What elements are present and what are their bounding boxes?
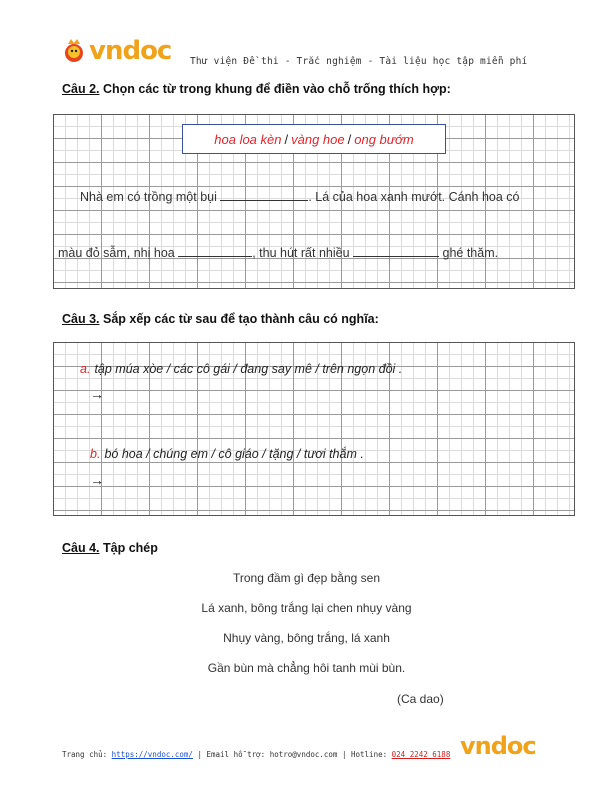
line2-part-b: , thu hút rất nhiều — [252, 246, 350, 260]
q2-number: Câu 2. — [62, 82, 100, 96]
poem-line: Trong đầm gì đẹp bằng sen — [233, 571, 380, 585]
tagline: Thư viện Đề thi - Trắc nghiệm - Tài liệu học tập miễn phí — [190, 56, 528, 67]
item-label: a. — [80, 362, 91, 376]
answer-arrow-icon: → — [90, 386, 104, 402]
poem-line: Gần bùn mà chẳng hôi tanh mùi bùn. — [207, 661, 406, 675]
item-text: tập múa xòe / các cô gái / đang say mê / trên ngọn đồi . — [94, 362, 403, 376]
word-box — [182, 124, 446, 154]
line2-part-a: màu đỏ sẫm, nhị hoa — [58, 246, 175, 260]
footer-hotline[interactable]: 024 2242 6188 — [391, 750, 451, 759]
fill-blank[interactable] — [178, 246, 252, 257]
answer-arrow-icon: → — [90, 472, 104, 488]
q4-title — [62, 541, 158, 555]
word-2: vàng hoe — [291, 131, 345, 147]
footer-home-link[interactable]: https://vndoc.com/ — [111, 750, 193, 759]
mascot-icon — [62, 38, 86, 64]
q4-prompt: Tập chép — [103, 541, 158, 555]
fill-blank[interactable] — [220, 190, 308, 201]
line2-part-c: ghé thăm. — [442, 246, 499, 260]
q3-number: Câu 3. — [62, 312, 100, 326]
logo-text: vndoc — [89, 36, 172, 66]
q2-line-1 — [80, 190, 520, 204]
q3-title — [62, 312, 379, 326]
line1-part-b: . Lá của hoa xanh mướt. Cánh hoa có — [308, 190, 520, 204]
poem-line: Lá xanh, bông trắng lại chen nhụy vàng — [201, 601, 412, 615]
item-label: b. — [90, 447, 101, 461]
poem-line: Nhụy vàng, bông trắng, lá xanh — [223, 631, 390, 645]
q2-title — [62, 82, 451, 96]
footer — [62, 750, 450, 759]
fill-blank[interactable] — [353, 246, 439, 257]
brand-logo[interactable] — [62, 36, 171, 66]
line1-part-a: Nhà em có trồng một bụi — [80, 190, 217, 204]
word-separator: / — [347, 131, 352, 147]
q2-prompt: Chọn các từ trong khung để điền vào chỗ trống thích hợp: — [103, 82, 451, 96]
q3-item-b — [90, 447, 364, 461]
poem-source: (Ca dao) — [397, 692, 444, 706]
q3-item-a — [80, 362, 402, 376]
footer-email: | Email hỗ trợ: hotro@vndoc.com | Hotline: — [197, 750, 388, 759]
footer-home-label: Trang chủ: — [62, 750, 108, 759]
word-3: ong bướm — [354, 131, 414, 147]
q2-line-2 — [58, 246, 498, 260]
word-1: hoa loa kèn — [214, 131, 282, 147]
item-text: bó hoa / chúng em / cô giáo / tặng / tươi thắm . — [104, 447, 364, 461]
word-separator: / — [284, 131, 289, 147]
footer-logo[interactable]: vndoc — [460, 732, 536, 760]
q3-prompt: Sắp xếp các từ sau để tạo thành câu có nghĩa: — [103, 312, 379, 326]
q4-number: Câu 4. — [62, 541, 100, 555]
